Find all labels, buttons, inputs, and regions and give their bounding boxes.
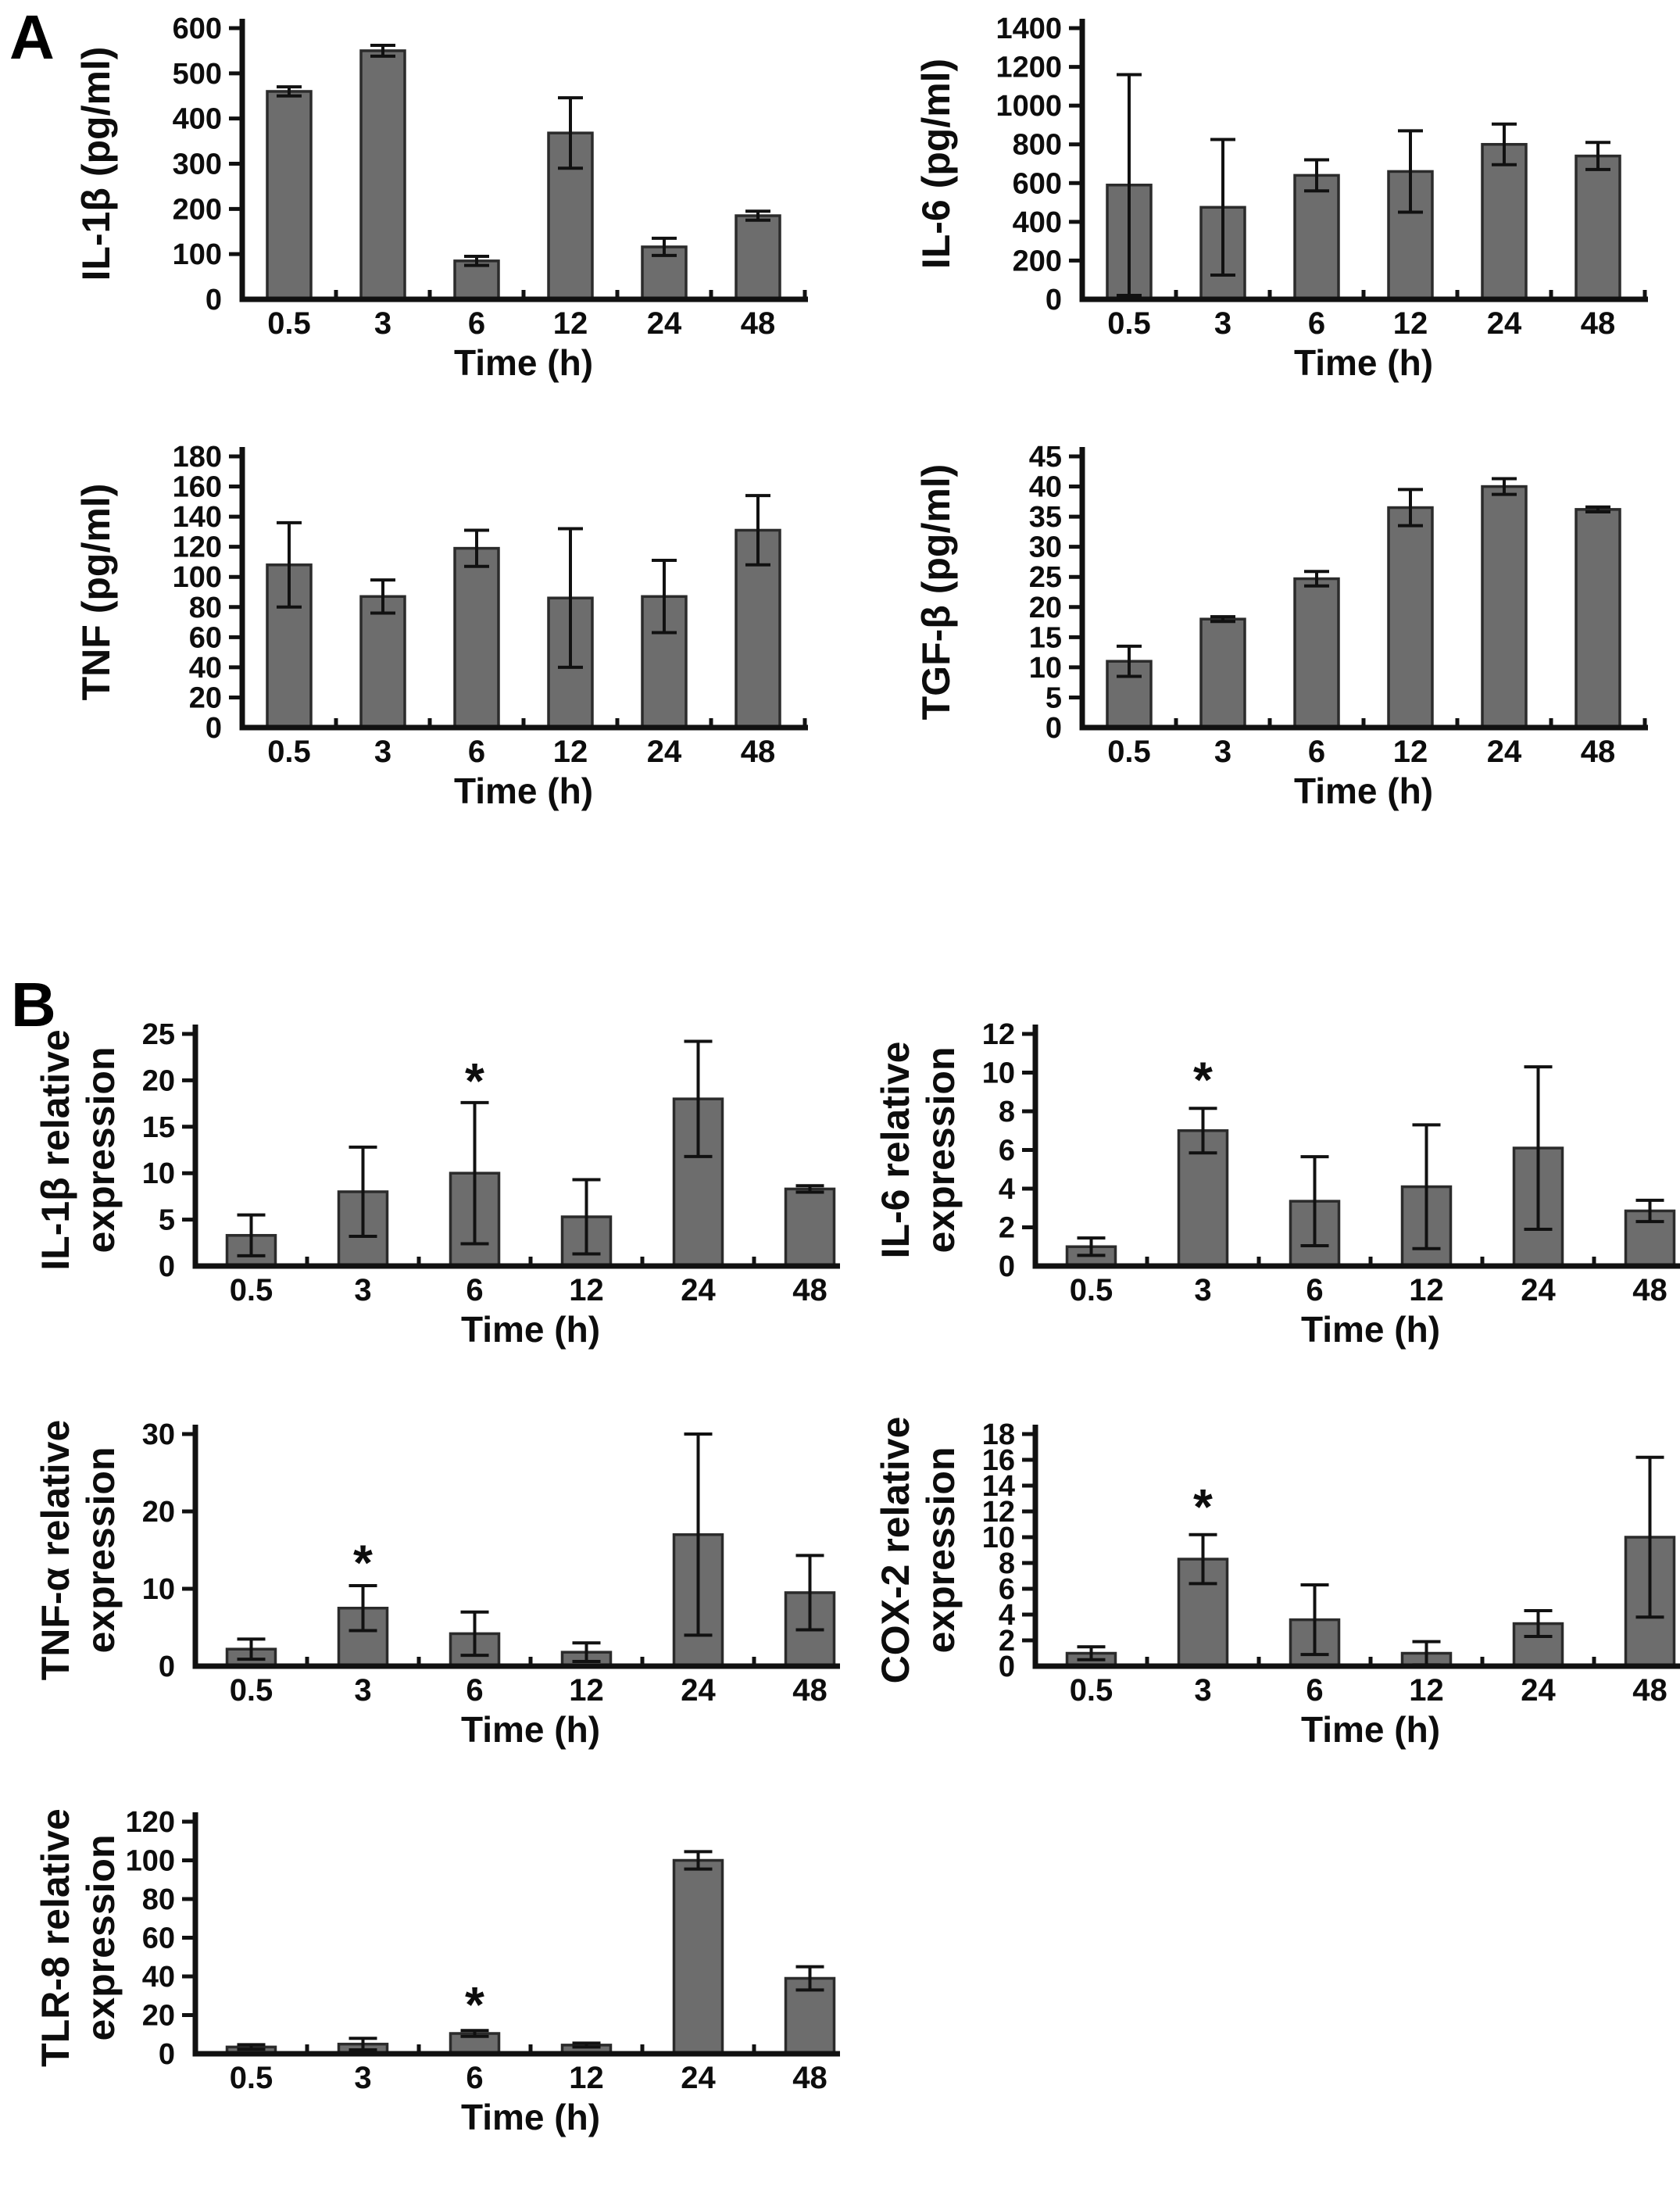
y-tick-label: 0 — [998, 1250, 1015, 1283]
y-tick-label: 100 — [172, 561, 222, 595]
y-tick-label: 18 — [981, 1418, 1015, 1451]
y-tick-label: 0 — [1045, 284, 1062, 317]
bar-6h — [1295, 579, 1339, 728]
y-axis-title: TNF (pg/ml) — [74, 483, 118, 701]
x-tick-label: 3 — [1194, 1273, 1212, 1307]
y-tick-label: 400 — [1012, 206, 1062, 239]
x-tick-label: 24 — [1521, 1673, 1556, 1708]
x-tick-label: 3 — [354, 1673, 372, 1708]
chart-svg-cox2-relative — [840, 1408, 1680, 1808]
y-tick-label: 14 — [981, 1470, 1015, 1503]
x-tick-label: 48 — [792, 2061, 827, 2095]
y-tick-label: 25 — [1028, 561, 1062, 595]
y-tick-label: 5 — [158, 1204, 175, 1237]
bar-0.5h — [267, 91, 311, 299]
x-axis-title: Time (h) — [1293, 342, 1434, 383]
y-axis-title: IL-1β relative — [34, 1029, 77, 1271]
x-tick-label: 3 — [1214, 735, 1232, 769]
y-tick-label: 25 — [141, 1018, 175, 1051]
x-axis-title: Time (h) — [460, 1309, 601, 1350]
x-tick-label: 12 — [569, 1273, 604, 1307]
y-tick-label: 200 — [172, 193, 222, 227]
x-tick-label: 24 — [1486, 306, 1522, 341]
y-axis-title: expression — [79, 1447, 123, 1654]
bar-6h — [1295, 175, 1339, 299]
y-tick-label: 80 — [188, 591, 222, 624]
y-tick-label: 180 — [172, 441, 222, 474]
bar-3h — [361, 51, 405, 299]
y-tick-label: 100 — [125, 1844, 175, 1878]
x-tick-label: 24 — [646, 306, 682, 341]
x-tick-label: 0.5 — [229, 1273, 273, 1307]
panel-a-label: A — [9, 2, 55, 72]
x-tick-label: 0.5 — [1107, 735, 1151, 769]
bar-48h — [1576, 510, 1620, 728]
x-tick-label: 6 — [466, 1273, 484, 1307]
y-tick-label: 40 — [188, 651, 222, 685]
y-axis-title: IL-6 (pg/ml) — [914, 58, 958, 270]
chart-tnf-pgml — [0, 435, 840, 860]
y-tick-label: 1200 — [995, 51, 1062, 84]
chart-il6-pgml — [840, 6, 1680, 432]
x-axis-title: Time (h) — [453, 771, 594, 811]
y-tick-label: 10 — [1028, 651, 1062, 685]
y-tick-label: 100 — [172, 238, 222, 272]
x-tick-label: 12 — [1392, 306, 1428, 341]
y-tick-label: 6 — [998, 1573, 1015, 1606]
x-tick-label: 6 — [1306, 1273, 1324, 1307]
x-tick-label: 6 — [466, 2061, 484, 2095]
y-tick-label: 45 — [1028, 441, 1062, 474]
x-tick-label: 3 — [1194, 1673, 1212, 1708]
y-tick-label: 20 — [1028, 591, 1062, 624]
bar-48h — [786, 1189, 835, 1266]
x-tick-label: 3 — [1214, 306, 1232, 341]
y-tick-label: 40 — [1028, 470, 1062, 504]
bar-24h — [674, 1861, 723, 2055]
y-tick-label: 10 — [141, 1573, 175, 1606]
x-tick-label: 6 — [1307, 306, 1326, 341]
chart-svg-tnf-pgml — [0, 435, 840, 860]
x-tick-label: 3 — [374, 306, 392, 341]
y-tick-label: 4 — [998, 1173, 1015, 1206]
x-tick-label: 3 — [374, 735, 392, 769]
x-tick-label: 0.5 — [1107, 306, 1151, 341]
x-axis-title: Time (h) — [460, 1709, 601, 1750]
x-tick-label: 24 — [681, 1673, 716, 1708]
y-tick-label: 0 — [1045, 712, 1062, 745]
y-tick-label: 30 — [1028, 531, 1062, 564]
y-tick-label: 0 — [158, 2038, 175, 2071]
y-tick-label: 6 — [998, 1134, 1015, 1168]
y-tick-label: 5 — [1045, 681, 1062, 715]
y-tick-label: 16 — [981, 1444, 1015, 1477]
y-axis-title: TLR-8 relative — [34, 1808, 77, 2067]
x-tick-label: 12 — [1409, 1273, 1444, 1307]
y-tick-label: 20 — [188, 681, 222, 715]
x-tick-label: 12 — [1392, 735, 1428, 769]
x-tick-label: 6 — [467, 306, 486, 341]
significance-star: * — [465, 1052, 484, 1109]
y-tick-label: 0 — [158, 1250, 175, 1283]
chart-tnfa-relative — [0, 1408, 840, 1808]
y-tick-label: 10 — [981, 1057, 1015, 1090]
chart-svg-il1b-pgml — [0, 2, 840, 432]
y-axis-title: IL-1β (pg/ml) — [74, 46, 118, 281]
chart-svg-il6-pgml — [840, 6, 1680, 432]
chart-cox2-relative — [840, 1408, 1680, 1808]
bar-3h — [1201, 619, 1245, 728]
significance-star: * — [1193, 1051, 1213, 1108]
chart-il6-relative — [840, 1008, 1680, 1408]
x-tick-label: 48 — [1580, 306, 1616, 341]
x-tick-label: 0.5 — [229, 2061, 273, 2095]
y-tick-label: 20 — [141, 1999, 175, 2033]
y-tick-label: 10 — [981, 1522, 1015, 1554]
y-tick-label: 20 — [141, 1064, 175, 1098]
y-tick-label: 15 — [1028, 621, 1062, 655]
chart-svg-tnfa-relative — [0, 1408, 840, 1808]
x-tick-label: 3 — [354, 2061, 372, 2095]
y-tick-label: 15 — [141, 1111, 175, 1144]
x-tick-label: 48 — [792, 1673, 827, 1708]
y-tick-label: 30 — [141, 1418, 175, 1451]
chart-svg-il6-relative — [840, 1008, 1680, 1408]
chart-svg-il1b-relative — [0, 1008, 840, 1408]
x-axis-title: Time (h) — [1300, 1309, 1441, 1350]
chart-il1b-pgml — [0, 2, 840, 432]
y-axis-title: TGF-β (pg/ml) — [914, 463, 958, 721]
bar-3h — [361, 596, 405, 728]
x-tick-label: 0.5 — [267, 306, 311, 341]
significance-star: * — [353, 1534, 373, 1591]
y-tick-label: 300 — [172, 148, 222, 181]
x-tick-label: 24 — [1486, 735, 1522, 769]
y-tick-label: 0 — [205, 284, 222, 317]
y-tick-label: 12 — [981, 1018, 1015, 1051]
y-axis-title: expression — [79, 1834, 123, 2041]
chart-il1b-relative — [0, 1008, 840, 1408]
y-tick-label: 0 — [158, 1651, 175, 1683]
y-tick-label: 2 — [998, 1211, 1015, 1245]
y-tick-label: 10 — [141, 1157, 175, 1191]
y-axis-title: expression — [919, 1447, 963, 1654]
x-tick-label: 6 — [467, 735, 486, 769]
y-axis-title: expression — [919, 1046, 963, 1254]
x-tick-label: 12 — [552, 306, 588, 341]
y-tick-label: 140 — [172, 501, 222, 535]
y-tick-label: 12 — [981, 1496, 1015, 1529]
x-tick-label: 48 — [1580, 735, 1616, 769]
y-axis-title: IL-6 relative — [874, 1041, 917, 1259]
y-tick-label: 200 — [1012, 245, 1062, 278]
y-tick-label: 600 — [1012, 167, 1062, 201]
y-axis-title: COX-2 relative — [874, 1416, 917, 1684]
y-tick-label: 0 — [205, 712, 222, 745]
x-tick-label: 12 — [569, 2061, 604, 2095]
y-tick-label: 120 — [172, 531, 222, 564]
x-tick-label: 24 — [1521, 1273, 1556, 1307]
y-tick-label: 8 — [998, 1096, 1015, 1128]
x-tick-label: 12 — [1409, 1673, 1444, 1708]
x-axis-title: Time (h) — [1300, 1709, 1441, 1750]
chart-svg-tgfb-pgml — [840, 435, 1680, 860]
x-tick-label: 24 — [681, 1273, 716, 1307]
x-tick-label: 48 — [792, 1273, 827, 1307]
y-tick-label: 80 — [141, 1883, 175, 1916]
y-tick-label: 800 — [1012, 128, 1062, 162]
x-tick-label: 3 — [354, 1273, 372, 1307]
y-tick-label: 160 — [172, 470, 222, 504]
bar-24h — [1482, 145, 1526, 299]
y-tick-label: 20 — [141, 1496, 175, 1529]
x-tick-label: 0.5 — [1069, 1273, 1113, 1307]
y-tick-label: 600 — [172, 13, 222, 45]
x-tick-label: 12 — [569, 1673, 604, 1708]
y-tick-label: 35 — [1028, 501, 1062, 535]
significance-star: * — [1193, 1479, 1213, 1536]
x-tick-label: 24 — [646, 735, 682, 769]
y-tick-label: 1400 — [995, 13, 1062, 45]
bar-6h — [455, 549, 499, 728]
chart-svg-tlr8-relative — [0, 1796, 840, 2196]
x-axis-title: Time (h) — [1293, 771, 1434, 811]
y-tick-label: 8 — [998, 1547, 1015, 1580]
x-tick-label: 6 — [466, 1673, 484, 1708]
x-tick-label: 48 — [740, 735, 776, 769]
y-tick-label: 0 — [998, 1651, 1015, 1683]
x-axis-title: Time (h) — [453, 342, 594, 383]
y-tick-label: 500 — [172, 57, 222, 91]
significance-star: * — [465, 1976, 484, 2033]
x-tick-label: 6 — [1306, 1673, 1324, 1708]
panel-b-label: B — [11, 970, 57, 1039]
x-tick-label: 0.5 — [229, 1673, 273, 1708]
bar-48h — [1576, 156, 1620, 299]
y-tick-label: 60 — [141, 1922, 175, 1955]
bar-48h — [736, 216, 780, 299]
x-tick-label: 24 — [681, 2061, 716, 2095]
x-tick-label: 0.5 — [267, 735, 311, 769]
bar-24h — [1482, 487, 1526, 728]
x-tick-label: 0.5 — [1069, 1673, 1113, 1708]
y-tick-label: 60 — [188, 621, 222, 655]
y-tick-label: 1000 — [995, 90, 1062, 123]
y-tick-label: 2 — [998, 1625, 1015, 1658]
x-tick-label: 6 — [1307, 735, 1326, 769]
x-tick-label: 48 — [1632, 1273, 1667, 1307]
bar-12h — [1389, 508, 1432, 728]
y-axis-title: TNF-α relative — [34, 1419, 77, 1681]
y-axis-title: expression — [79, 1046, 123, 1254]
y-tick-label: 120 — [125, 1806, 175, 1839]
chart-tlr8-relative — [0, 1796, 840, 2196]
x-tick-label: 48 — [1632, 1673, 1667, 1708]
x-tick-label: 12 — [552, 735, 588, 769]
y-tick-label: 4 — [998, 1599, 1015, 1632]
x-tick-label: 48 — [740, 306, 776, 341]
y-tick-label: 40 — [141, 1961, 175, 1994]
y-tick-label: 400 — [172, 102, 222, 136]
chart-tgfb-pgml — [840, 435, 1680, 860]
x-axis-title: Time (h) — [460, 2097, 601, 2137]
